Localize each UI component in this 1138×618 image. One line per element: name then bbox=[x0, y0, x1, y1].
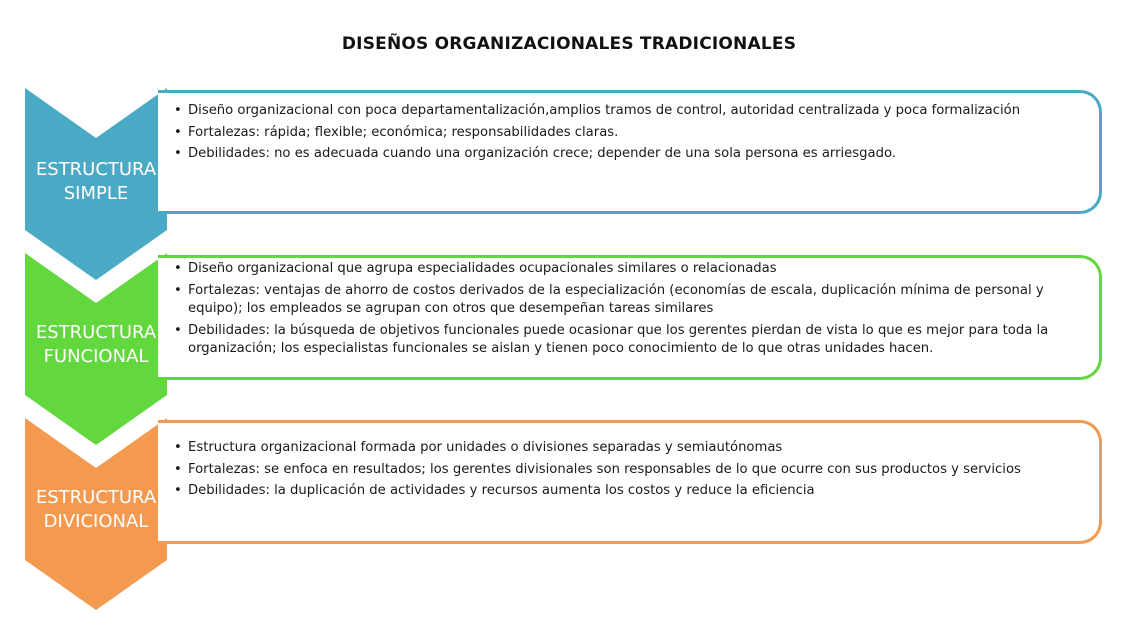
chevron-simple-line1: ESTRUCTURA bbox=[35, 159, 157, 180]
chevron-divicional-line1: ESTRUCTURA bbox=[35, 487, 157, 508]
chevron-divicional-label bbox=[25, 486, 167, 534]
panel-funcional bbox=[158, 255, 1102, 380]
panel-divicional bbox=[158, 420, 1102, 544]
chevron-divicional bbox=[25, 418, 167, 610]
chevron-divicional-line2: DIVICIONAL bbox=[43, 511, 149, 532]
chevron-funcional-line2: FUNCIONAL bbox=[43, 346, 149, 367]
chevron-simple-label bbox=[25, 158, 167, 206]
list-item: • Diseño organizacional que agrupa especialidades ocupacionales similares o relacionadas bbox=[174, 260, 1085, 279]
list-item: • Fortalezas: rápida; flexible; económica; responsabilidades claras. bbox=[174, 124, 1085, 143]
chevron-simple bbox=[25, 88, 167, 280]
list-item: • Debilidades: la búsqueda de objetivos funcionales puede ocasionar que los gerentes pierdan de vista lo que es mejor para toda la organización; los especialistas funcionales se aislan y tienen poco conocimiento de lo que otras unidades hacen. bbox=[174, 322, 1085, 359]
list-item: • Fortalezas: ventajas de ahorro de costos derivados de la especialización (economías de escala, duplicación mínima de personal y equipo); los empleados se agrupan con otros que desempeñan tareas similares bbox=[174, 282, 1085, 319]
chevron-funcional bbox=[25, 253, 167, 445]
list-item: • Debilidades: la duplicación de actividades y recursos aumenta los costos y reduce la eficiencia bbox=[174, 482, 1085, 501]
chevron-simple-line2: SIMPLE bbox=[63, 183, 129, 204]
list-item: • Debilidades: no es adecuada cuando una organización crece; depender de una sola persona es arriesgado. bbox=[174, 145, 1085, 164]
list-item: • Estructura organizacional formada por unidades o divisiones separadas y semiautónomas bbox=[174, 439, 1085, 458]
list-item: • Fortalezas: se enfoca en resultados; los gerentes divisionales son responsables de lo que ocurre con sus productos y servicios bbox=[174, 461, 1085, 480]
list-item: • Diseño organizacional con poca departamentalización,amplios tramos de control, autoridad centralizada y poca formalización bbox=[174, 102, 1085, 121]
chevron-funcional-line1: ESTRUCTURA bbox=[35, 322, 157, 343]
panel-simple bbox=[158, 90, 1102, 214]
chevron-funcional-label bbox=[25, 321, 167, 369]
diagram-title: DISEÑOS ORGANIZACIONALES TRADICIONALES bbox=[341, 34, 797, 54]
